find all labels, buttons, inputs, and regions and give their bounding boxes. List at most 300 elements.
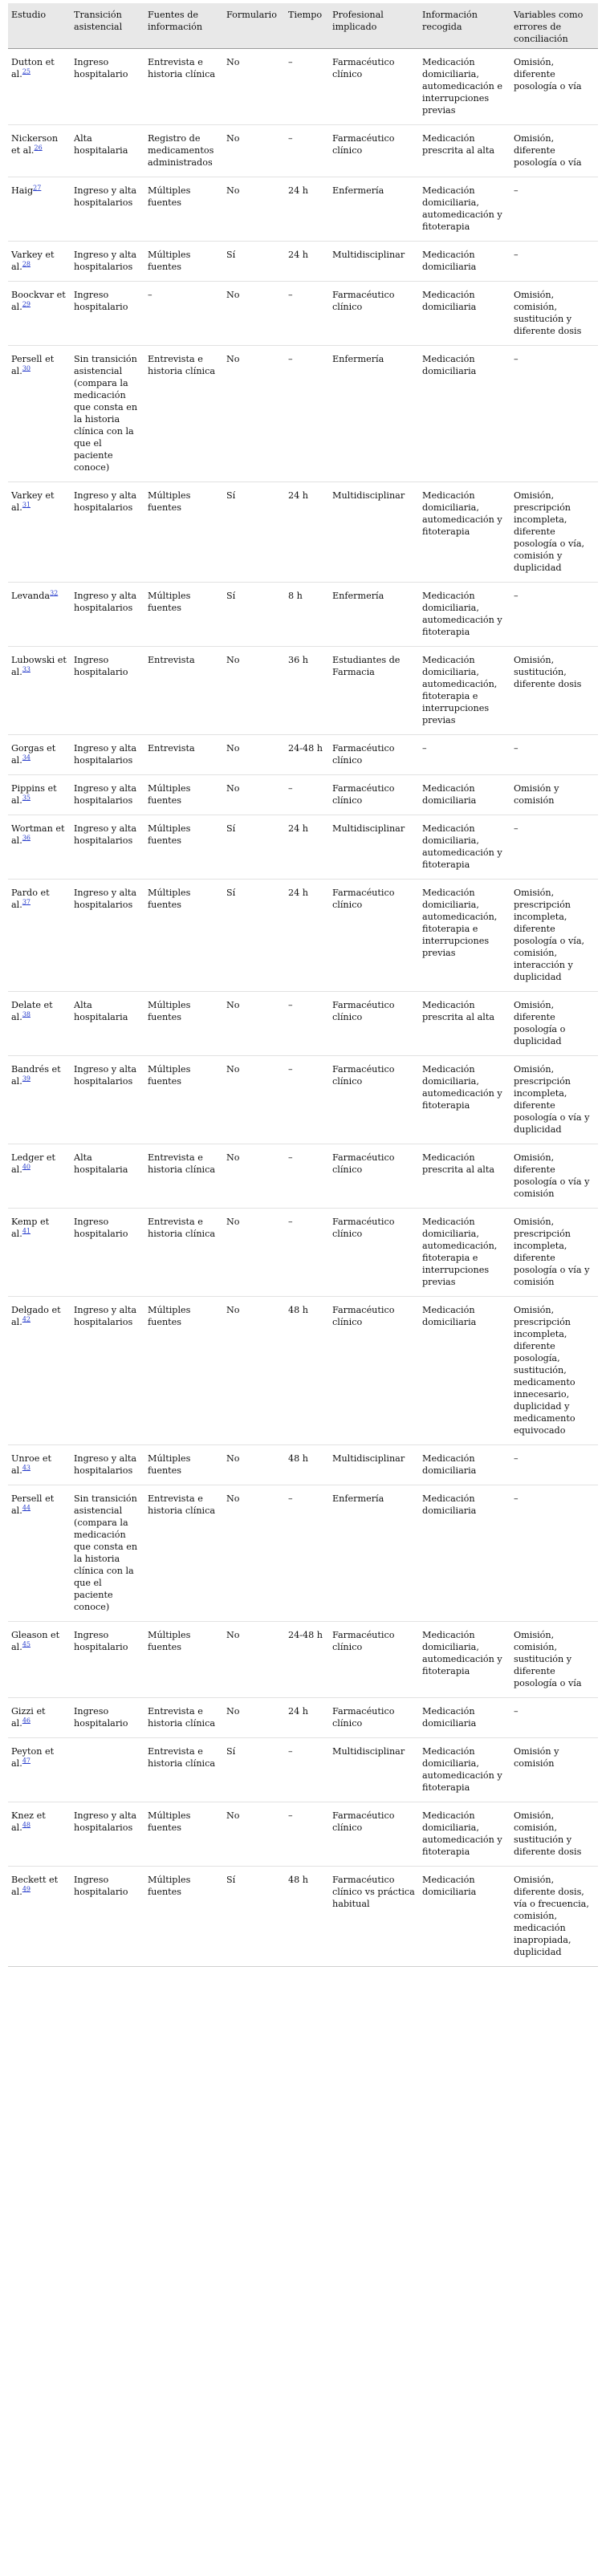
cell-tiempo: 48 h xyxy=(285,1867,329,1967)
cell-tiempo: – xyxy=(285,775,329,815)
reference-superscript xyxy=(34,144,42,151)
reference-superscript xyxy=(22,754,31,761)
table-row xyxy=(8,1209,598,1297)
cell-fuentes: Entrevista e historia clínica xyxy=(144,346,223,482)
cell-informacion: Medicación prescrita al alta xyxy=(419,125,510,177)
study-author: Delgado et al. xyxy=(11,1305,61,1327)
cell-formulario: No xyxy=(223,346,285,482)
table-row xyxy=(8,775,598,815)
cell-estudio xyxy=(8,880,71,992)
study-author: Varkey et al. xyxy=(11,250,55,272)
study-author: Gorgas et al. xyxy=(11,743,56,766)
cell-estudio xyxy=(8,482,71,583)
cell-profesional: Farmacéutico clínico xyxy=(329,1056,419,1144)
cell-variables: – xyxy=(510,815,598,880)
reference-superscript xyxy=(22,1464,31,1471)
cell-transicion: Ingreso y alta hospitalarios xyxy=(71,1297,144,1445)
cell-transicion: Alta hospitalaria xyxy=(71,992,144,1056)
cell-variables: Omisión, diferente posología o duplicidad xyxy=(510,992,598,1056)
cell-profesional: Multidisciplinar xyxy=(329,1738,419,1802)
study-author: Lubowski et al. xyxy=(11,655,67,677)
cell-variables: Omisión, prescripción incompleta, diferente posología, sustitución, medicamento innecesario, duplicidad y medicamento equivocado xyxy=(510,1297,598,1445)
cell-transicion: Ingreso y alta hospitalarios xyxy=(71,815,144,880)
cell-informacion: Medicación domiciliaria, automedicación e interrupciones previas xyxy=(419,49,510,125)
cell-informacion: Medicación domiciliaria xyxy=(419,242,510,282)
cell-informacion: Medicación domiciliaria, automedicación, fitoterapia e interrupciones previas xyxy=(419,647,510,735)
cell-tiempo: 24 h xyxy=(285,1698,329,1738)
cell-formulario: No xyxy=(223,775,285,815)
cell-fuentes: Múltiples fuentes xyxy=(144,775,223,815)
cell-fuentes: Múltiples fuentes xyxy=(144,880,223,992)
cell-informacion: Medicación prescrita al alta xyxy=(419,992,510,1056)
cell-formulario: Sí xyxy=(223,242,285,282)
cell-informacion: Medicación domiciliaria, automedicación y fitoterapia xyxy=(419,583,510,647)
study-author: Peyton et al. xyxy=(11,1746,55,1769)
cell-profesional: Enfermería xyxy=(329,1485,419,1622)
cell-profesional: Farmacéutico clínico xyxy=(329,735,419,775)
cell-transicion: Ingreso y alta hospitalarios xyxy=(71,583,144,647)
cell-variables: Omisión, comisión, sustitución y diferente posología o vía xyxy=(510,1622,598,1698)
cell-transicion: Ingreso y alta hospitalarios xyxy=(71,880,144,992)
cell-fuentes: Entrevista e historia clínica xyxy=(144,49,223,125)
table-row xyxy=(8,1445,598,1485)
cell-formulario: No xyxy=(223,1802,285,1867)
cell-formulario: No xyxy=(223,1209,285,1297)
cell-formulario: No xyxy=(223,735,285,775)
cell-variables: Omisión y comisión xyxy=(510,775,598,815)
reference-link[interactable]: 30 xyxy=(22,364,31,372)
cell-transicion: Ingreso y alta hospitalarios xyxy=(71,242,144,282)
study-author: Levanda xyxy=(11,591,51,601)
cell-informacion: Medicación domiciliaria, automedicación y fitoterapia xyxy=(419,1738,510,1802)
table-row xyxy=(8,735,598,775)
cell-fuentes: Múltiples fuentes xyxy=(144,1622,223,1698)
cell-profesional: Farmacéutico clínico xyxy=(329,775,419,815)
cell-informacion: Medicación domiciliaria xyxy=(419,1297,510,1445)
reference-link[interactable]: 34 xyxy=(22,754,31,762)
reference-link[interactable]: 40 xyxy=(22,1163,31,1171)
cell-informacion: Medicación domiciliaria, automedicación y fitoterapia xyxy=(419,177,510,242)
reference-superscript xyxy=(22,67,31,75)
reference-superscript xyxy=(22,1640,31,1648)
cell-estudio xyxy=(8,583,71,647)
header-row xyxy=(8,3,598,49)
cell-estudio xyxy=(8,125,71,177)
cell-estudio xyxy=(8,242,71,282)
cell-formulario: No xyxy=(223,125,285,177)
table-row xyxy=(8,49,598,125)
cell-estudio xyxy=(8,647,71,735)
study-author: Delate et al. xyxy=(11,1000,53,1022)
reference-link[interactable]: 38 xyxy=(22,1010,31,1018)
cell-transicion: Ingreso hospitalario xyxy=(71,1698,144,1738)
reference-superscript xyxy=(22,794,31,801)
study-author: Gleason et al. xyxy=(11,1630,60,1652)
cell-formulario: No xyxy=(223,1622,285,1698)
cell-profesional: Farmacéutico clínico xyxy=(329,125,419,177)
cell-estudio xyxy=(8,775,71,815)
cell-variables: Omisión, comisión, sustitución y diferente dosis xyxy=(510,282,598,346)
reference-superscript xyxy=(22,1717,31,1724)
cell-variables: – xyxy=(510,1698,598,1738)
cell-profesional: Farmacéutico clínico xyxy=(329,1802,419,1867)
cell-transicion: Ingreso hospitalario xyxy=(71,647,144,735)
cell-informacion: Medicación domiciliaria, automedicación y fitoterapia xyxy=(419,1056,510,1144)
cell-transicion: Ingreso hospitalario xyxy=(71,1209,144,1297)
cell-informacion: Medicación domiciliaria xyxy=(419,346,510,482)
cell-fuentes: Entrevista e historia clínica xyxy=(144,1209,223,1297)
table-row xyxy=(8,1698,598,1738)
cell-fuentes: Múltiples fuentes xyxy=(144,177,223,242)
table-row xyxy=(8,282,598,346)
cell-tiempo: – xyxy=(285,346,329,482)
cell-informacion: Medicación domiciliaria, automedicación, fitoterapia e interrupciones previas xyxy=(419,880,510,992)
cell-transicion: Ingreso hospitalario xyxy=(71,282,144,346)
cell-fuentes: Entrevista e historia clínica xyxy=(144,1144,223,1209)
header-variables: Variables como errores de conciliación xyxy=(510,3,598,49)
study-author: Persell et al. xyxy=(11,1493,55,1516)
reference-superscript xyxy=(22,665,31,672)
cell-tiempo: – xyxy=(285,1144,329,1209)
cell-fuentes: Múltiples fuentes xyxy=(144,583,223,647)
cell-informacion: Medicación prescrita al alta xyxy=(419,1144,510,1209)
study-author: Pardo et al. xyxy=(11,888,50,910)
table-row xyxy=(8,1056,598,1144)
cell-fuentes: Múltiples fuentes xyxy=(144,815,223,880)
cell-profesional: Estudiantes de Farmacia xyxy=(329,647,419,735)
study-author: Kemp et al. xyxy=(11,1217,50,1239)
cell-estudio xyxy=(8,1622,71,1698)
study-author: Dutton et al. xyxy=(11,57,55,79)
cell-informacion: Medicación domiciliaria xyxy=(419,1698,510,1738)
cell-transicion: Sin transición asistencial (compara la medicación que consta en la historia clínica con la que el paciente conoce) xyxy=(71,1485,144,1622)
table-row xyxy=(8,346,598,482)
cell-informacion: Medicación domiciliaria, automedicación y fitoterapia xyxy=(419,482,510,583)
cell-tiempo: 24 h xyxy=(285,242,329,282)
cell-formulario: No xyxy=(223,1445,285,1485)
reference-link[interactable]: 32 xyxy=(50,589,59,597)
table-row xyxy=(8,992,598,1056)
cell-fuentes: Múltiples fuentes xyxy=(144,482,223,583)
cell-profesional: Farmacéutico clínico xyxy=(329,49,419,125)
cell-estudio xyxy=(8,1297,71,1445)
cell-profesional: Multidisciplinar xyxy=(329,242,419,282)
cell-tiempo: 24 h xyxy=(285,880,329,992)
reference-link[interactable]: 26 xyxy=(34,144,43,152)
cell-variables: – xyxy=(510,242,598,282)
cell-estudio xyxy=(8,1209,71,1297)
cell-profesional: Farmacéutico clínico xyxy=(329,1297,419,1445)
cell-transicion: Ingreso hospitalario xyxy=(71,1867,144,1967)
cell-estudio xyxy=(8,1698,71,1738)
cell-profesional: Farmacéutico clínico xyxy=(329,1622,419,1698)
cell-estudio xyxy=(8,1485,71,1622)
cell-profesional: Multidisciplinar xyxy=(329,1445,419,1485)
cell-estudio xyxy=(8,1802,71,1867)
reference-superscript xyxy=(22,260,31,267)
reference-link[interactable]: 35 xyxy=(22,794,31,802)
cell-variables: Omisión, diferente posología o vía y comisión xyxy=(510,1144,598,1209)
cell-formulario: No xyxy=(223,177,285,242)
reference-superscript xyxy=(22,834,31,841)
cell-transicion: Sin transición asistencial (compara la medicación que consta en la historia clínica con la que el paciente conoce) xyxy=(71,346,144,482)
studies-table xyxy=(8,3,598,1967)
reference-superscript xyxy=(22,1821,31,1828)
cell-profesional: Farmacéutico clínico xyxy=(329,282,419,346)
cell-fuentes: Múltiples fuentes xyxy=(144,1802,223,1867)
study-author: Nickerson et al. xyxy=(11,133,59,156)
cell-transicion: Ingreso y alta hospitalarios xyxy=(71,1802,144,1867)
header-fuentes: Fuentes de información xyxy=(144,3,223,49)
reference-link[interactable]: 49 xyxy=(22,1885,31,1893)
table-row xyxy=(8,583,598,647)
cell-fuentes: Múltiples fuentes xyxy=(144,1867,223,1967)
cell-tiempo: – xyxy=(285,1738,329,1802)
cell-transicion: Alta hospitalaria xyxy=(71,125,144,177)
header-tiempo: Tiempo xyxy=(285,3,329,49)
cell-estudio xyxy=(8,992,71,1056)
table-header xyxy=(8,3,598,49)
cell-fuentes: Entrevista e historia clínica xyxy=(144,1485,223,1622)
cell-formulario: Sí xyxy=(223,815,285,880)
cell-fuentes: Registro de medicamentos administrados xyxy=(144,125,223,177)
table-row xyxy=(8,1738,598,1802)
cell-profesional: Enfermería xyxy=(329,346,419,482)
cell-tiempo: 36 h xyxy=(285,647,329,735)
cell-formulario: Sí xyxy=(223,1738,285,1802)
cell-estudio xyxy=(8,346,71,482)
cell-formulario: No xyxy=(223,49,285,125)
reference-link[interactable]: 45 xyxy=(22,1640,31,1648)
reference-superscript xyxy=(22,501,31,508)
table-row xyxy=(8,1144,598,1209)
cell-tiempo: – xyxy=(285,1802,329,1867)
cell-estudio xyxy=(8,735,71,775)
cell-informacion: Medicación domiciliaria xyxy=(419,282,510,346)
table-row xyxy=(8,815,598,880)
table-row xyxy=(8,1867,598,1967)
header-estudio: Estudio xyxy=(8,3,71,49)
cell-informacion: Medicación domiciliaria, automedicación y fitoterapia xyxy=(419,1802,510,1867)
cell-formulario: Sí xyxy=(223,1867,285,1967)
cell-transicion: Ingreso y alta hospitalarios xyxy=(71,1445,144,1485)
cell-tiempo: 24-48 h xyxy=(285,735,329,775)
table-row xyxy=(8,1622,598,1698)
cell-variables: Omisión, diferente dosis, vía o frecuencia, comisión, medicación inapropiada, duplicidad xyxy=(510,1867,598,1967)
reference-superscript xyxy=(33,184,41,191)
cell-formulario: No xyxy=(223,1144,285,1209)
cell-informacion: Medicación domiciliaria, automedicación y fitoterapia xyxy=(419,815,510,880)
cell-informacion: – xyxy=(419,735,510,775)
cell-transicion: Ingreso y alta hospitalarios xyxy=(71,1056,144,1144)
cell-variables: Omisión y comisión xyxy=(510,1738,598,1802)
cell-variables: Omisión, diferente posología o vía xyxy=(510,49,598,125)
study-author: Boockvar et al. xyxy=(11,290,66,312)
study-author: Unroe et al. xyxy=(11,1453,52,1476)
cell-transicion: Ingreso y alta hospitalarios xyxy=(71,775,144,815)
cell-informacion: Medicación domiciliaria xyxy=(419,1867,510,1967)
cell-estudio xyxy=(8,49,71,125)
study-author: Beckett et al. xyxy=(11,1875,59,1897)
cell-profesional: Enfermería xyxy=(329,177,419,242)
cell-transicion: Ingreso y alta hospitalarios xyxy=(71,735,144,775)
cell-formulario: No xyxy=(223,1056,285,1144)
cell-profesional: Farmacéutico clínico xyxy=(329,1144,419,1209)
reference-link[interactable]: 27 xyxy=(33,184,42,192)
study-author: Persell et al. xyxy=(11,354,55,376)
cell-estudio xyxy=(8,815,71,880)
cell-formulario: No xyxy=(223,1297,285,1445)
study-author: Wortman et al. xyxy=(11,823,65,846)
cell-tiempo: – xyxy=(285,1485,329,1622)
cell-estudio xyxy=(8,177,71,242)
reference-link[interactable]: 33 xyxy=(22,665,31,673)
reference-superscript xyxy=(22,1885,31,1892)
cell-fuentes: Múltiples fuentes xyxy=(144,1297,223,1445)
reference-link[interactable]: 31 xyxy=(22,501,31,509)
cell-variables: Omisión, diferente posología o vía xyxy=(510,125,598,177)
cell-profesional: Farmacéutico clínico xyxy=(329,1209,419,1297)
cell-estudio xyxy=(8,282,71,346)
reference-link[interactable]: 36 xyxy=(22,834,31,842)
cell-formulario: Sí xyxy=(223,482,285,583)
table-row xyxy=(8,125,598,177)
cell-informacion: Medicación domiciliaria xyxy=(419,1445,510,1485)
cell-tiempo: 24-48 h xyxy=(285,1622,329,1698)
cell-fuentes: Múltiples fuentes xyxy=(144,1056,223,1144)
cell-transicion xyxy=(71,1738,144,1802)
cell-formulario: No xyxy=(223,992,285,1056)
cell-formulario: No xyxy=(223,647,285,735)
header-formulario: Formulario xyxy=(223,3,285,49)
cell-estudio xyxy=(8,1738,71,1802)
cell-profesional: Farmacéutico clínico xyxy=(329,1698,419,1738)
cell-profesional: Farmacéutico clínico xyxy=(329,992,419,1056)
cell-tiempo: – xyxy=(285,992,329,1056)
study-author: Ledger et al. xyxy=(11,1152,56,1175)
reference-link[interactable]: 47 xyxy=(22,1757,31,1765)
cell-tiempo: – xyxy=(285,1056,329,1144)
header-profesional: Profesional implicado xyxy=(329,3,419,49)
cell-formulario: No xyxy=(223,282,285,346)
cell-tiempo: – xyxy=(285,282,329,346)
cell-profesional: Enfermería xyxy=(329,583,419,647)
cell-formulario: Sí xyxy=(223,880,285,992)
reference-superscript xyxy=(22,1315,31,1323)
reference-superscript xyxy=(22,898,31,905)
cell-fuentes: Entrevista e historia clínica xyxy=(144,1738,223,1802)
cell-fuentes: Múltiples fuentes xyxy=(144,992,223,1056)
table-row xyxy=(8,482,598,583)
cell-tiempo: 48 h xyxy=(285,1445,329,1485)
cell-formulario: No xyxy=(223,1485,285,1622)
cell-variables: Omisión, prescripción incompleta, diferente posología o vía y duplicidad xyxy=(510,1056,598,1144)
table-row xyxy=(8,1485,598,1622)
cell-variables: – xyxy=(510,346,598,482)
reference-link[interactable]: 25 xyxy=(22,67,31,75)
reference-link[interactable]: 29 xyxy=(22,300,31,308)
cell-transicion: Ingreso hospitalario xyxy=(71,1622,144,1698)
cell-transicion: Ingreso hospitalario xyxy=(71,49,144,125)
cell-variables: – xyxy=(510,735,598,775)
cell-estudio xyxy=(8,1445,71,1485)
reference-superscript xyxy=(22,1075,31,1082)
cell-fuentes: Entrevista e historia clínica xyxy=(144,1698,223,1738)
reference-link[interactable]: 42 xyxy=(22,1315,31,1323)
cell-variables: – xyxy=(510,583,598,647)
study-author: Bandrés et al. xyxy=(11,1064,61,1087)
cell-tiempo: 24 h xyxy=(285,815,329,880)
cell-informacion: Medicación domiciliaria, automedicación, fitoterapia e interrupciones previas xyxy=(419,1209,510,1297)
study-author: Knez et al. xyxy=(11,1810,46,1833)
header-informacion: Información recogida xyxy=(419,3,510,49)
cell-tiempo: 8 h xyxy=(285,583,329,647)
table-row xyxy=(8,880,598,992)
reference-superscript xyxy=(22,1504,31,1511)
cell-estudio xyxy=(8,1867,71,1967)
table-row xyxy=(8,1297,598,1445)
cell-variables: Omisión, prescripción incompleta, diferente posología o vía, comisión, interacción y duplicidad xyxy=(510,880,598,992)
cell-estudio xyxy=(8,1056,71,1144)
cell-fuentes: Múltiples fuentes xyxy=(144,1445,223,1485)
reference-link[interactable]: 48 xyxy=(22,1821,31,1829)
reference-link[interactable]: 28 xyxy=(22,260,31,268)
cell-tiempo: – xyxy=(285,1209,329,1297)
cell-transicion: Alta hospitalaria xyxy=(71,1144,144,1209)
reference-superscript xyxy=(22,1757,31,1764)
cell-informacion: Medicación domiciliaria, automedicación y fitoterapia xyxy=(419,1622,510,1698)
cell-tiempo: – xyxy=(285,125,329,177)
reference-link[interactable]: 41 xyxy=(22,1227,31,1235)
cell-fuentes: – xyxy=(144,282,223,346)
cell-formulario: No xyxy=(223,1698,285,1738)
reference-link[interactable]: 46 xyxy=(22,1717,31,1725)
reference-superscript xyxy=(22,1227,31,1234)
cell-variables: Omisión, sustitución, diferente dosis xyxy=(510,647,598,735)
cell-tiempo: – xyxy=(285,49,329,125)
reference-superscript xyxy=(22,364,31,372)
table-row xyxy=(8,647,598,735)
cell-informacion: Medicación domiciliaria xyxy=(419,1485,510,1622)
cell-fuentes: Entrevista xyxy=(144,735,223,775)
table-row xyxy=(8,177,598,242)
cell-informacion: Medicación domiciliaria xyxy=(419,775,510,815)
reference-link[interactable]: 43 xyxy=(22,1464,31,1472)
cell-tiempo: 48 h xyxy=(285,1297,329,1445)
cell-estudio xyxy=(8,1144,71,1209)
cell-variables: Omisión, prescripción incompleta, diferente posología o vía, comisión y duplicidad xyxy=(510,482,598,583)
cell-transicion: Ingreso y alta hospitalarios xyxy=(71,177,144,242)
table-row xyxy=(8,1802,598,1867)
reference-link[interactable]: 37 xyxy=(22,898,31,906)
table-body xyxy=(8,49,598,1967)
study-author: Varkey et al. xyxy=(11,490,55,513)
cell-formulario: Sí xyxy=(223,583,285,647)
reference-link[interactable]: 44 xyxy=(22,1504,31,1512)
cell-variables: – xyxy=(510,1445,598,1485)
cell-profesional: Multidisciplinar xyxy=(329,482,419,583)
cell-fuentes: Múltiples fuentes xyxy=(144,242,223,282)
reference-superscript xyxy=(22,1163,31,1170)
cell-variables: Omisión, prescripción incompleta, diferente posología o vía y comisión xyxy=(510,1209,598,1297)
cell-variables: – xyxy=(510,1485,598,1622)
cell-variables: Omisión, comisión, sustitución y diferente dosis xyxy=(510,1802,598,1867)
cell-tiempo: 24 h xyxy=(285,482,329,583)
cell-profesional: Farmacéutico clínico xyxy=(329,880,419,992)
cell-variables: – xyxy=(510,177,598,242)
study-author: Haig xyxy=(11,185,34,196)
reference-link[interactable]: 39 xyxy=(22,1075,31,1083)
